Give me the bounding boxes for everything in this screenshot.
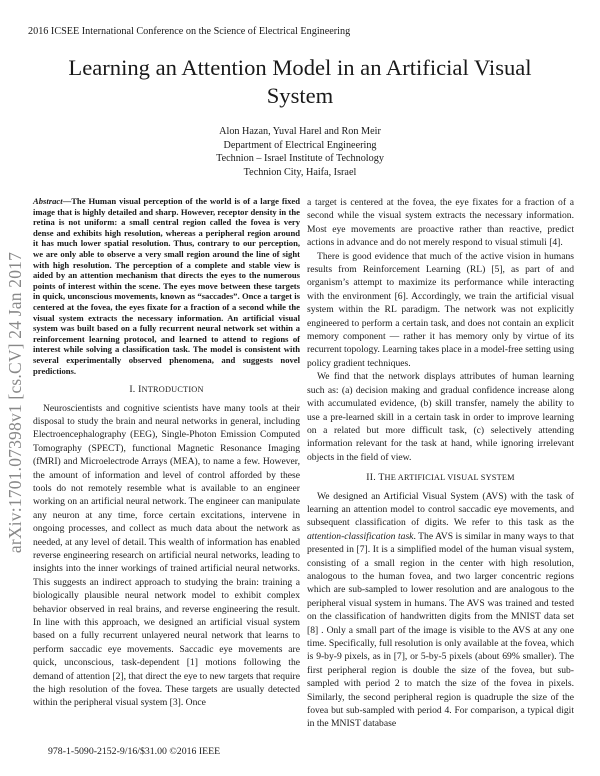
- paragraph-text: We designed an Artificial Visual System (AVS) with the task of learning an attention model to control saccadic eye movements, and subsequent classification of digits. We refer to this task as the: [307, 490, 574, 529]
- section-title-initial: T: [378, 472, 385, 484]
- section-heading-introduction: [33, 383, 300, 396]
- section-heading-avs: [307, 471, 574, 484]
- conference-header: 2016 ICSEE International Conference on the Science of Electrical Engineering: [28, 26, 351, 37]
- arxiv-identifier[interactable]: arXiv:1701.07398v1 [cs.CV] 24 Jan 2017: [5, 251, 26, 553]
- abstract: [33, 196, 300, 376]
- abstract-label: Abstract: [33, 196, 63, 206]
- paragraph: We find that the network displays attributes of human learning such as: (a) decision making and gradual confidence increase along with accumulated evidence, (b) skill transfer, namely the ability to use a pre-learned skill in a certain task in order to improve learning on a related but more difficult task, (c) selectively attending information relevant for the task at hand, while ignoring irrelevant objects in the field of view.: [307, 371, 574, 463]
- arxiv-sidebar: [2, 212, 30, 592]
- paragraph: Neuroscientists and cognitive scientists have many tools at their disposal to study the brain and neural networks in general, including Electroencephalography (EEG), Single-Photon Emission Computed Tomography (SPECT), functional Magnetic Resonance Imaging (fMRI) and Microelectrode Arrays (MEA), to name a few. However, the amount of information and level of control afforded by these tools do not remotely resemble what is available to an engineer working on an artificial neural network. The engineer can manipulate any neuron at any time, force certain excitations, intervene in ongoing processes, and collect as much data about the network as needed, at any level of detail. This wealth of information has enabled reverse engineering research on artificial neural networks, leading to insights into the inner workings of trained artificial neural networks. This suggests an indirect approach to studying the brain: training a biologically plausible neural network model to exhibit complex behavior observed in real brains, and reverse engineering the result. In line with this approach, we designed an artificial visual system based on a fully recurrent unlayered neural network that learns to perform saccadic eye movements. Saccadic eye movements are quick, unconscious, task-dependent [1] motions following the demand of attention [2], that direct the eye to new targets that require the high resolution of the fovea. These targets are usually detected within the peripheral visual system [3]. Once: [33, 402, 300, 709]
- paragraph-text: . The AVS is similar in many ways to that presented in [7]. It is a simplified model of the human visual system, consisting of a small region in the center with high resolution, analogous to the human fovea, and two larger concentric regions which are sub-sampled to lower resolution and are analogous to the peripheral visual system in humans. The AVS was trained and tested on the classification of handwritten digits from the MNIST data set [8] . Only a small part of the image is visible to the AVS at any one time. Specifically, full resolution is only available at the fovea, which is 9-by-9 pixels, as in [7], or 5-by-5 pixels (about 69% smaller). The first peripheral region is double the size of the fovea, but sub-sampled with period 2 to match the size of the fovea in pixels. Similarly, the second peripheral region is quadruple the size of the fovea but sub-sampled with period 4. For comparison, a typical digit in the MNIST database: [307, 530, 574, 730]
- author-institution: Technion – Israel Institute of Technology: [216, 153, 384, 165]
- section-title-initial: I: [138, 384, 142, 396]
- copyright-footer: 978-1-5090-2152-9/16/$31.00 ©2016 IEEE: [48, 746, 221, 757]
- author-city: Technion City, Haifa, Israel: [243, 166, 357, 178]
- author-department: Department of Electrical Engineering: [223, 139, 377, 151]
- right-column: [307, 196, 574, 731]
- left-column: [33, 196, 300, 710]
- section-number: II.: [366, 472, 376, 484]
- abstract-text: —The Human visual perception of the world is of a large fixed image that is highly detailed and sharp. However, receptor density in the retina is not uniform: a small central region called the fovea is very dense and exhibits high resolution, whereas a peripheral region around it has much lower spatial resolution. Thus, contrary to our perception, we are only able to observe a very small region around the line of sight with high resolution. The perception of a complete and stable view is aided by an attention mechanism that directs the eyes to the numerous points of interest within the scene. The eyes move between these targets in quick, unconscious movements, known as “saccades”. Once a target is centered at the fovea, the eyes fixate for a fraction of a second while the visual system extracts the necessary information. An artificial visual system was built based on a fully recurrent neural network set within a reinforcement learning protocol, and learned to attend to regions of interest while solving a classification task. The model is consistent with several experimentally observed phenomena, and suggests novel predictions.: [33, 196, 300, 376]
- paragraph: a target is centered at the fovea, the eye fixates for a fraction of a second while the visual system extracts the necessary information. Most eye movements are proactive rather than reactive, predict actions in advance and do not merely respond to visual stimuli [4].: [307, 197, 574, 249]
- paper-title: Learning an Attention Model in an Artificial Visual System: [68, 55, 532, 108]
- section-title-rest: NTRODUCTION: [141, 385, 204, 395]
- paragraph: There is good evidence that much of the active vision in humans results from Reinforcement Learning (RL) [5], as part of and organism’s attempt to maximize its performance while interacting with the environment [6]. Accordingly, we train the artificial visual system within the RL paradigm. The network was not explicitly engineered to perform a certain task, and does not contain an explicit memory component — rather it has memory only by virtue of its recurrent topology. Learning takes place in a model-free setting using policy gradient techniques.: [307, 250, 574, 369]
- author-block: [100, 125, 500, 179]
- emphasized-term: attention-classification task: [307, 530, 414, 542]
- paragraph-avs: [307, 490, 574, 731]
- author-names: Alon Hazan, Yuval Harel and Ron Meir: [219, 126, 381, 137]
- section-number: I.: [129, 384, 136, 396]
- section-title-rest: HE ARTIFICIAL VISUAL SYSTEM: [384, 473, 515, 483]
